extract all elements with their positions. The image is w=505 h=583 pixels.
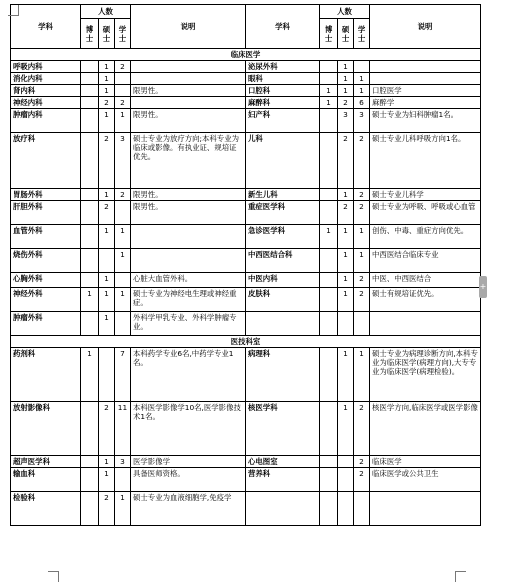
bachelor-count: 2 xyxy=(354,402,370,456)
bachelor-count: 7 xyxy=(115,348,131,402)
dept-cell: 胃肠外科 xyxy=(11,189,81,201)
table-row xyxy=(11,97,481,109)
phd-count xyxy=(81,133,99,189)
bachelor-count xyxy=(354,492,370,526)
dept-cell: 重症医学科 xyxy=(246,201,320,225)
note-cell: 临床医学或公共卫生 xyxy=(370,468,481,492)
dept-cell: 肿瘤内科 xyxy=(11,109,81,133)
master-count xyxy=(338,492,354,526)
table-body xyxy=(11,49,481,526)
phd-count xyxy=(81,73,99,85)
master-count: 1 xyxy=(99,288,115,312)
header-count: 人数 xyxy=(81,5,131,19)
dept-cell: 药剂科 xyxy=(11,348,81,402)
note-cell: 限男性。 xyxy=(131,189,246,201)
dept-cell: 放射影像科 xyxy=(11,402,81,456)
header-phd: 博士 xyxy=(81,19,99,49)
page-corner-mark xyxy=(48,571,59,582)
bachelor-count xyxy=(115,273,131,288)
note-cell: 心脏大血管外科。 xyxy=(131,273,246,288)
table-row xyxy=(11,273,481,288)
dept-cell xyxy=(246,492,320,526)
master-count: 1 xyxy=(99,61,115,73)
phd-count xyxy=(81,492,99,526)
master-count: 1 xyxy=(338,249,354,273)
table-row xyxy=(11,73,481,85)
bachelor-count xyxy=(354,312,370,336)
phd-count xyxy=(81,402,99,456)
dept-cell: 病理科 xyxy=(246,348,320,402)
note-cell: 硕士专业为神经电生理或神经重症。 xyxy=(131,288,246,312)
table-row xyxy=(11,189,481,201)
table-header xyxy=(11,5,481,49)
table-row xyxy=(11,402,481,456)
table-row xyxy=(11,456,481,468)
bachelor-count: 2 xyxy=(354,133,370,189)
table-row xyxy=(11,492,481,526)
note-cell: 中医、中西医结合 xyxy=(370,273,481,288)
dept-cell: 神经内科 xyxy=(11,97,81,109)
dept-cell: 烧伤外科 xyxy=(11,249,81,273)
note-cell xyxy=(370,492,481,526)
master-count: 1 xyxy=(338,288,354,312)
note-cell: 硕士专业儿科学 xyxy=(370,189,481,201)
bachelor-count: 1 xyxy=(354,85,370,97)
header-dept: 学科 xyxy=(11,5,81,49)
bachelor-count: 1 xyxy=(115,225,131,249)
master-count: 1 xyxy=(99,109,115,133)
dept-cell: 皮肤科 xyxy=(246,288,320,312)
master-count: 1 xyxy=(99,273,115,288)
master-count: 2 xyxy=(338,133,354,189)
note-cell: 口腔医学 xyxy=(370,85,481,97)
bachelor-count xyxy=(354,61,370,73)
dept-cell: 中西医结合科 xyxy=(246,249,320,273)
note-cell xyxy=(131,61,246,73)
table-row xyxy=(11,288,481,312)
dept-cell: 放疗科 xyxy=(11,133,81,189)
phd-count: 1 xyxy=(320,85,338,97)
header-master: 硕士 xyxy=(99,19,115,49)
dept-cell: 超声医学科 xyxy=(11,456,81,468)
dept-cell: 营养科 xyxy=(246,468,320,492)
master-count: 1 xyxy=(99,189,115,201)
bachelor-count: 1 xyxy=(354,225,370,249)
recruitment-sheet xyxy=(10,4,481,526)
bachelor-count: 2 xyxy=(354,189,370,201)
phd-count xyxy=(81,249,99,273)
phd-count xyxy=(320,402,338,456)
master-count: 1 xyxy=(338,402,354,456)
section-header-row xyxy=(11,336,481,348)
master-count: 1 xyxy=(338,348,354,402)
note-cell: 限男性。 xyxy=(131,201,246,225)
table-row xyxy=(11,249,481,273)
header-phd: 博士 xyxy=(320,19,338,49)
header-count: 人数 xyxy=(320,5,370,19)
header-notes: 说明 xyxy=(131,5,246,49)
dept-cell: 神经外科 xyxy=(11,288,81,312)
bachelor-count: 2 xyxy=(354,288,370,312)
phd-count xyxy=(81,61,99,73)
phd-count xyxy=(81,97,99,109)
dept-cell: 肝胆外科 xyxy=(11,201,81,225)
note-cell: 硕士有规培证优先。 xyxy=(370,288,481,312)
master-count: 2 xyxy=(99,402,115,456)
phd-count xyxy=(320,312,338,336)
bachelor-count: 2 xyxy=(354,273,370,288)
phd-count xyxy=(320,249,338,273)
bachelor-count xyxy=(115,85,131,97)
bachelor-count: 1 xyxy=(115,492,131,526)
bachelor-count: 1 xyxy=(354,348,370,402)
page-corner-mark xyxy=(8,5,19,16)
note-cell: 创伤、中毒、重症方向优先。 xyxy=(370,225,481,249)
header-bachelor: 学士 xyxy=(354,19,370,49)
header-notes: 说明 xyxy=(370,5,481,49)
note-cell: 本科医学影像学10名,医学影像技术1名。 xyxy=(131,402,246,456)
master-count xyxy=(338,468,354,492)
note-cell: 中西医结合临床专业 xyxy=(370,249,481,273)
master-count: 2 xyxy=(338,97,354,109)
master-count: 1 xyxy=(99,85,115,97)
master-count xyxy=(99,249,115,273)
phd-count xyxy=(81,225,99,249)
master-count: 2 xyxy=(99,133,115,189)
note-cell: 核医学方向,临床医学或医学影像 xyxy=(370,402,481,456)
bachelor-count: 1 xyxy=(354,73,370,85)
master-count: 1 xyxy=(338,73,354,85)
phd-count: 1 xyxy=(320,97,338,109)
bachelor-count: 2 xyxy=(115,97,131,109)
bachelor-count: 2 xyxy=(354,468,370,492)
table-row xyxy=(11,468,481,492)
note-cell: 本科药学专业6名,中药学专业1名。 xyxy=(131,348,246,402)
bachelor-count: 2 xyxy=(115,189,131,201)
note-cell xyxy=(131,249,246,273)
note-cell: 临床医学 xyxy=(370,456,481,468)
note-cell xyxy=(131,73,246,85)
bachelor-count: 3 xyxy=(354,109,370,133)
dept-cell: 急诊医学科 xyxy=(246,225,320,249)
master-count: 1 xyxy=(99,225,115,249)
plus-icon[interactable]: + xyxy=(479,276,487,298)
master-count: 2 xyxy=(99,201,115,225)
table-row xyxy=(11,61,481,73)
bachelor-count xyxy=(115,201,131,225)
page-corner-mark xyxy=(455,571,466,582)
note-cell xyxy=(370,61,481,73)
master-count: 1 xyxy=(338,273,354,288)
dept-cell: 妇产科 xyxy=(246,109,320,133)
note-cell: 限男性。 xyxy=(131,109,246,133)
phd-count xyxy=(81,312,99,336)
bachelor-count: 2 xyxy=(354,456,370,468)
note-cell: 硕士专业为呼吸、呼吸或心血管 xyxy=(370,201,481,225)
table-row xyxy=(11,133,481,189)
bachelor-count: 2 xyxy=(115,61,131,73)
note-cell: 外科学甲乳专业、外科学肿瘤专业。 xyxy=(131,312,246,336)
dept-cell: 输血科 xyxy=(11,468,81,492)
dept-cell: 肿瘤外科 xyxy=(11,312,81,336)
dept-cell: 消化内科 xyxy=(11,73,81,85)
phd-count xyxy=(81,189,99,201)
master-count: 2 xyxy=(99,492,115,526)
note-cell xyxy=(370,73,481,85)
bachelor-count: 1 xyxy=(115,288,131,312)
phd-count xyxy=(81,109,99,133)
table-row xyxy=(11,225,481,249)
phd-count xyxy=(81,201,99,225)
dept-cell: 麻醉科 xyxy=(246,97,320,109)
section-title: 医技科室 xyxy=(11,336,481,348)
master-count: 1 xyxy=(338,225,354,249)
note-cell: 硕士专业儿科呼吸方向1名。 xyxy=(370,133,481,189)
phd-count xyxy=(320,468,338,492)
note-cell xyxy=(131,225,246,249)
dept-cell xyxy=(246,312,320,336)
phd-count xyxy=(320,201,338,225)
master-count: 2 xyxy=(99,97,115,109)
phd-count xyxy=(320,73,338,85)
dept-cell: 肾内科 xyxy=(11,85,81,97)
master-count: 3 xyxy=(338,109,354,133)
note-cell: 硕士专业为放疗方向;本科专业为临床或影像。有执业证、规培证优先。 xyxy=(131,133,246,189)
dept-cell: 呼吸内科 xyxy=(11,61,81,73)
phd-count xyxy=(320,133,338,189)
master-count xyxy=(99,348,115,402)
header-bachelor: 学士 xyxy=(115,19,131,49)
phd-count xyxy=(320,189,338,201)
recruitment-table xyxy=(10,4,481,526)
phd-count xyxy=(320,456,338,468)
table-row xyxy=(11,201,481,225)
phd-count xyxy=(320,273,338,288)
table-row xyxy=(11,348,481,402)
dept-cell: 检验科 xyxy=(11,492,81,526)
bachelor-count xyxy=(115,73,131,85)
note-cell: 麻醉学 xyxy=(370,97,481,109)
section-header-row xyxy=(11,49,481,61)
dept-cell: 泌尿外科 xyxy=(246,61,320,73)
master-count xyxy=(338,312,354,336)
bachelor-count xyxy=(115,312,131,336)
dept-cell: 新生儿科 xyxy=(246,189,320,201)
note-cell xyxy=(131,97,246,109)
bachelor-count: 1 xyxy=(115,109,131,133)
phd-count: 1 xyxy=(81,288,99,312)
table-row xyxy=(11,312,481,336)
section-title: 临床医学 xyxy=(11,49,481,61)
note-cell: 硕士专业为妇科肿瘤1名。 xyxy=(370,109,481,133)
header-dept: 学科 xyxy=(246,5,320,49)
master-count xyxy=(338,456,354,468)
phd-count xyxy=(320,492,338,526)
bachelor-count: 6 xyxy=(354,97,370,109)
header-master: 硕士 xyxy=(338,19,354,49)
phd-count xyxy=(320,61,338,73)
table-row xyxy=(11,109,481,133)
bachelor-count: 3 xyxy=(115,456,131,468)
master-count: 1 xyxy=(99,468,115,492)
note-cell: 医学影像学 xyxy=(131,456,246,468)
dept-cell: 眼科 xyxy=(246,73,320,85)
note-cell: 硕士专业为病理诊断方向,本科专业为临床医学(病理方向),大专专业为临床医学(病理检验)。 xyxy=(370,348,481,402)
phd-count xyxy=(81,85,99,97)
master-count: 1 xyxy=(338,85,354,97)
dept-cell: 心电图室 xyxy=(246,456,320,468)
master-count: 1 xyxy=(338,61,354,73)
phd-count xyxy=(81,468,99,492)
master-count: 1 xyxy=(99,312,115,336)
bachelor-count: 1 xyxy=(115,249,131,273)
dept-cell: 心胸外科 xyxy=(11,273,81,288)
note-cell: 限男性。 xyxy=(131,85,246,97)
bachelor-count xyxy=(115,468,131,492)
note-cell: 硕士专业为血液细胞学,免疫学 xyxy=(131,492,246,526)
master-count: 1 xyxy=(99,456,115,468)
master-count: 1 xyxy=(338,189,354,201)
phd-count xyxy=(320,109,338,133)
dept-cell: 血管外科 xyxy=(11,225,81,249)
bachelor-count: 2 xyxy=(354,201,370,225)
phd-count: 1 xyxy=(320,225,338,249)
phd-count: 1 xyxy=(81,348,99,402)
note-cell xyxy=(370,312,481,336)
bachelor-count: 1 xyxy=(354,249,370,273)
phd-count xyxy=(81,456,99,468)
bachelor-count: 11 xyxy=(115,402,131,456)
master-count: 2 xyxy=(338,201,354,225)
phd-count xyxy=(320,348,338,402)
phd-count xyxy=(81,273,99,288)
dept-cell: 口腔科 xyxy=(246,85,320,97)
bachelor-count: 3 xyxy=(115,133,131,189)
master-count: 1 xyxy=(99,73,115,85)
dept-cell: 儿科 xyxy=(246,133,320,189)
note-cell: 具备医师资格。 xyxy=(131,468,246,492)
table-row xyxy=(11,85,481,97)
phd-count xyxy=(320,288,338,312)
dept-cell: 中医内科 xyxy=(246,273,320,288)
dept-cell: 核医学科 xyxy=(246,402,320,456)
